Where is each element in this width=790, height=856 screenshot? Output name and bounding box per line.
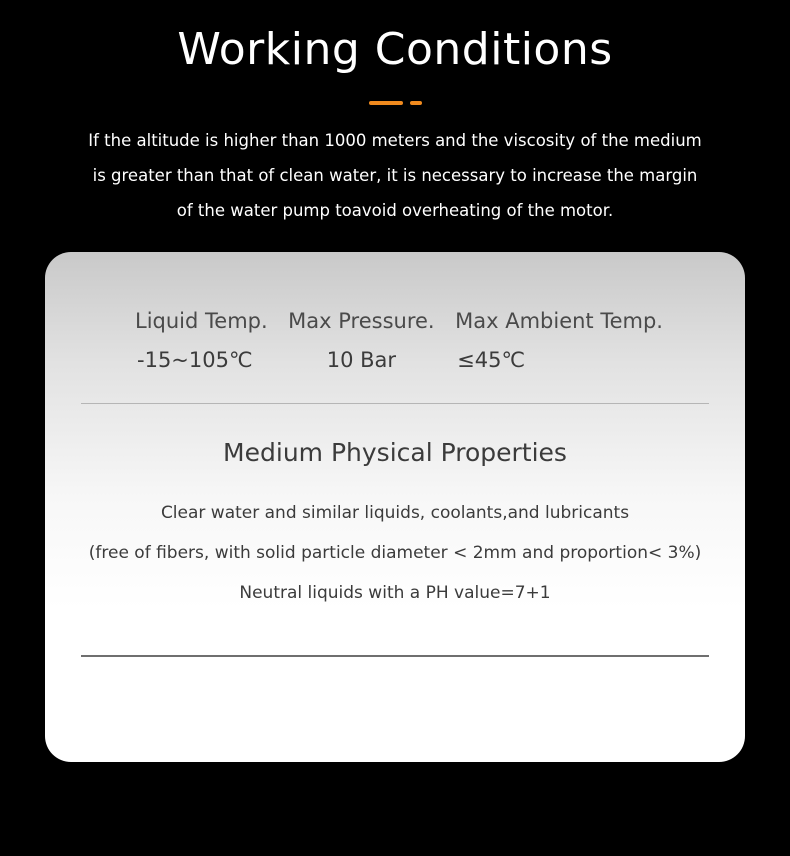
spec-divider bbox=[81, 403, 709, 404]
spec-item-max-pressure bbox=[288, 310, 434, 372]
medium-properties-notes bbox=[79, 493, 711, 613]
note-line: Clear water and similar liquids, coolants,and lubricants bbox=[160, 502, 630, 523]
spec-label: Max Pressure. bbox=[288, 309, 435, 334]
spec-row bbox=[79, 310, 711, 372]
divider-bar-short bbox=[410, 101, 422, 105]
note-line: (free of fibers, with solid particle diameter < 2mm and proportion< 3%) bbox=[88, 542, 702, 563]
note-line: Neutral liquids with a PH value=7+1 bbox=[239, 582, 551, 603]
spec-value: -15~105℃ bbox=[137, 348, 253, 373]
section-title-medium-properties: Medium Physical Properties bbox=[223, 437, 567, 467]
card-bottom-divider bbox=[81, 655, 709, 657]
spec-value: 10 Bar bbox=[326, 348, 397, 373]
spec-card-wrapper bbox=[45, 252, 745, 762]
spec-item-liquid-temp bbox=[135, 310, 268, 372]
spec-label: Liquid Temp. bbox=[135, 309, 268, 334]
spec-label: Max Ambient Temp. bbox=[455, 309, 663, 334]
page-header bbox=[0, 0, 790, 228]
spec-card bbox=[45, 252, 745, 762]
title-divider bbox=[365, 100, 425, 105]
page-title: Working Conditions bbox=[177, 24, 613, 75]
divider-bar-long bbox=[369, 101, 403, 105]
spec-item-max-ambient-temp bbox=[455, 310, 663, 372]
spec-value: ≤45℃ bbox=[457, 348, 526, 373]
page-subtitle: If the altitude is higher than 1000 meters and the viscosity of the medium is greater than that of clean water, it is necessary to increase the margin of the water pump toavoid overheating of the motor. bbox=[88, 131, 702, 221]
